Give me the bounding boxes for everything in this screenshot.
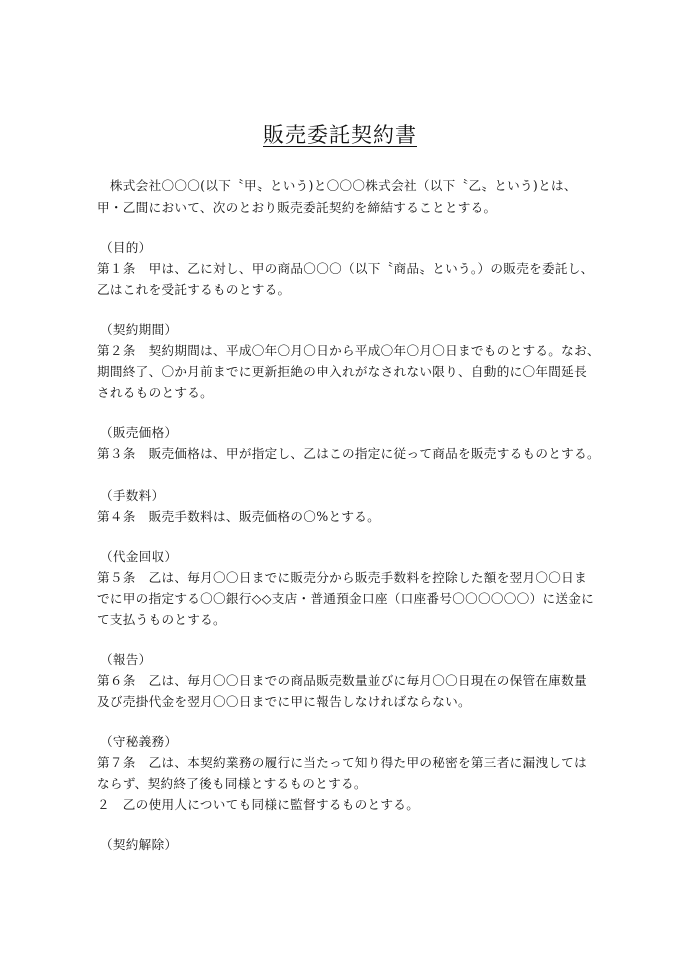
article-line: 第２条 契約期間は、平成〇年〇月〇日から平成〇年〇月〇日までものとする。なお、 [97,343,600,358]
article-heading: （目的） [100,240,152,255]
article-heading: （手数料） [100,488,165,503]
article-heading: （代金回収） [100,549,178,564]
article-line: でに甲の指定する〇〇銀行◇◇支店・普通預金口座（口座番号〇〇〇〇〇〇）に送金に [97,591,595,606]
article-line: 第６条 乙は、毎月〇〇日までの商品販売数量並びに毎月〇〇日現在の保管在庫数量 [97,673,587,688]
article-heading: （守秘義務） [100,734,178,749]
article-line: 第１条 甲は、乙に対し、甲の商品〇〇〇（以下〝商品〟という。）の販売を委託し、 [97,261,594,276]
preamble-line: 株式会社〇〇〇(以下〝甲〟という)と〇〇〇株式会社（以下〝乙〟という)とは、 [97,178,577,193]
article-heading: （契約期間） [100,322,178,337]
document-title-text: 販売委託契約書 [263,123,417,147]
article-line: 第７条 乙は、本契約業務の履行に当たって知り得た甲の秘密を第三者に漏洩しては [97,755,587,770]
article-line: 第４条 販売手数料は、販売価格の〇%とする。 [97,509,381,524]
article-heading: （契約解除） [100,837,178,852]
document-title [0,120,680,150]
article-line: ２ 乙の使用人についても同様に監督するものとする。 [97,797,420,812]
article-line: て支払うものとする。 [97,612,226,627]
article-line: されるものとする。 [97,385,214,400]
article-heading: （報告） [100,652,152,667]
article-line: ならず、契約終了後も同様とするものとする。 [97,776,367,791]
article-line: 第３条 販売価格は、甲が指定し、乙はこの指定に従って商品を販売するものとする。 [97,446,600,461]
article-heading: （販売価格） [100,425,178,440]
article-line: 第５条 乙は、毎月〇〇日までに販売分から販売手数料を控除した額を翌月〇〇日ま [97,570,587,585]
preamble-line: 甲・乙間において、次のとおり販売委託契約を締結することとする。 [97,200,497,215]
article-line: 及び売掛代金を翌月〇〇日までに甲に報告しなければならない。 [97,694,471,709]
article-line: 期間終了、〇か月前までに更新拒絶の申入れがなされない限り、自動的に〇年間延長 [97,364,587,379]
article-line: 乙はこれを受託するものとする。 [97,282,291,297]
